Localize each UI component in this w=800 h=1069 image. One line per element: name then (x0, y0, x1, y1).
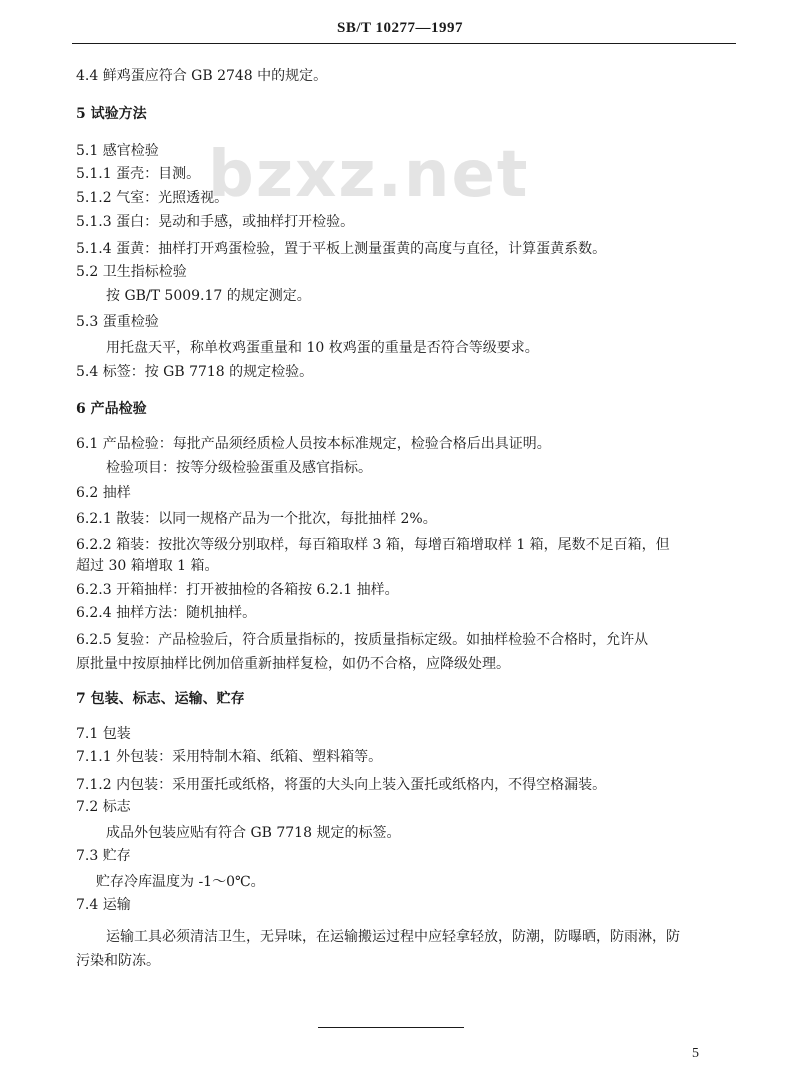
clause-7-4-body: 运输工具必须清洁卫生，无异味，在运输搬运过程中应轻拿轻放，防潮，防曝晒，防雨淋，防 (106, 929, 680, 945)
clause-7-2-body: 成品外包装应贴有符合 GB 7718 规定的标签。 (106, 825, 401, 841)
clause-7-1-1: 7.1.1 外包装：采用特制木箱、纸箱、塑料箱等。 (76, 749, 383, 765)
clause-5-2: 5.2 卫生指标检验 (76, 264, 187, 280)
clause-6-2-5-cont: 原批量中按原抽样比例加倍重新抽样复检，如仍不合格，应降级处理。 (76, 656, 510, 672)
clause-5-1-4: 5.1.4 蛋黄：抽样打开鸡蛋检验，置于平板上测量蛋黄的高度与直径，计算蛋黄系数。 (76, 241, 607, 257)
clause-5-3-body: 用托盘天平，称单枚鸡蛋重量和 10 枚鸡蛋的重量是否符合等级要求。 (106, 340, 539, 356)
clause-6-1-items: 检验项目：按等分级检验蛋重及感官指标。 (106, 460, 372, 476)
clause-5-3: 5.3 蛋重检验 (76, 314, 159, 330)
clause-6-2-4: 6.2.4 抽样方法：随机抽样。 (76, 605, 257, 621)
clause-7-2: 7.2 标志 (76, 799, 131, 815)
clause-6-2: 6.2 抽样 (76, 485, 131, 501)
standard-code: SB/T 10277—1997 (337, 20, 463, 36)
clause-7-3-body: 贮存冷库温度为 -1～0℃。 (96, 874, 265, 890)
clause-5-1-3: 5.1.3 蛋白：晃动和手感，或抽样打开检验。 (76, 214, 355, 230)
clause-4-4: 4.4 鲜鸡蛋应符合 GB 2748 中的规定。 (76, 68, 328, 84)
clause-7-1-2: 7.1.2 内包装：采用蛋托或纸格，将蛋的大头向上装入蛋托或纸格内，不得空格漏装。 (76, 777, 607, 793)
page-number: 5 (692, 1046, 699, 1061)
clause-7-4: 7.4 运输 (76, 897, 131, 913)
header-rule (72, 43, 736, 44)
clause-7-3: 7.3 贮存 (76, 848, 131, 864)
clause-5-1-2: 5.1.2 气室：光照透视。 (76, 190, 229, 206)
clause-5-1: 5.1 感官检验 (76, 143, 159, 159)
section-6-heading: 6 产品检验 (76, 401, 147, 417)
section-7-heading: 7 包装、标志、运输、贮存 (76, 691, 245, 707)
clause-6-2-3: 6.2.3 开箱抽样：打开被抽检的各箱按 6.2.1 抽样。 (76, 582, 399, 598)
clause-7-1: 7.1 包装 (76, 726, 131, 742)
clause-6-2-5: 6.2.5 复验：产品检验后，符合质量指标的，按质量指标定级。如抽样检验不合格时，允许从 (76, 632, 649, 648)
section-5-heading: 5 试验方法 (76, 106, 147, 122)
watermark: bzxz.net (208, 138, 530, 212)
clause-6-1: 6.1 产品检验：每批产品须经质检人员按本标准规定，检验合格后出具证明。 (76, 436, 551, 452)
clause-6-2-2: 6.2.2 箱装：按批次等级分别取样，每百箱取样 3 箱，每增百箱增取样 1 箱，尾数不足百箱，但 (76, 537, 670, 553)
clause-5-2-body: 按 GB/T 5009.17 的规定测定。 (106, 288, 311, 304)
footer-rule (318, 1027, 464, 1028)
clause-5-4: 5.4 标签：按 GB 7718 的规定检验。 (76, 364, 314, 380)
page-header (0, 0, 800, 44)
clause-6-2-2-cont: 超过 30 箱增取 1 箱。 (76, 558, 219, 574)
clause-7-4-body-cont: 污染和防冻。 (76, 953, 160, 969)
clause-6-2-1: 6.2.1 散装：以同一规格产品为一个批次，每批抽样 2%。 (76, 511, 437, 527)
clause-5-1-1: 5.1.1 蛋壳：目测。 (76, 166, 201, 182)
